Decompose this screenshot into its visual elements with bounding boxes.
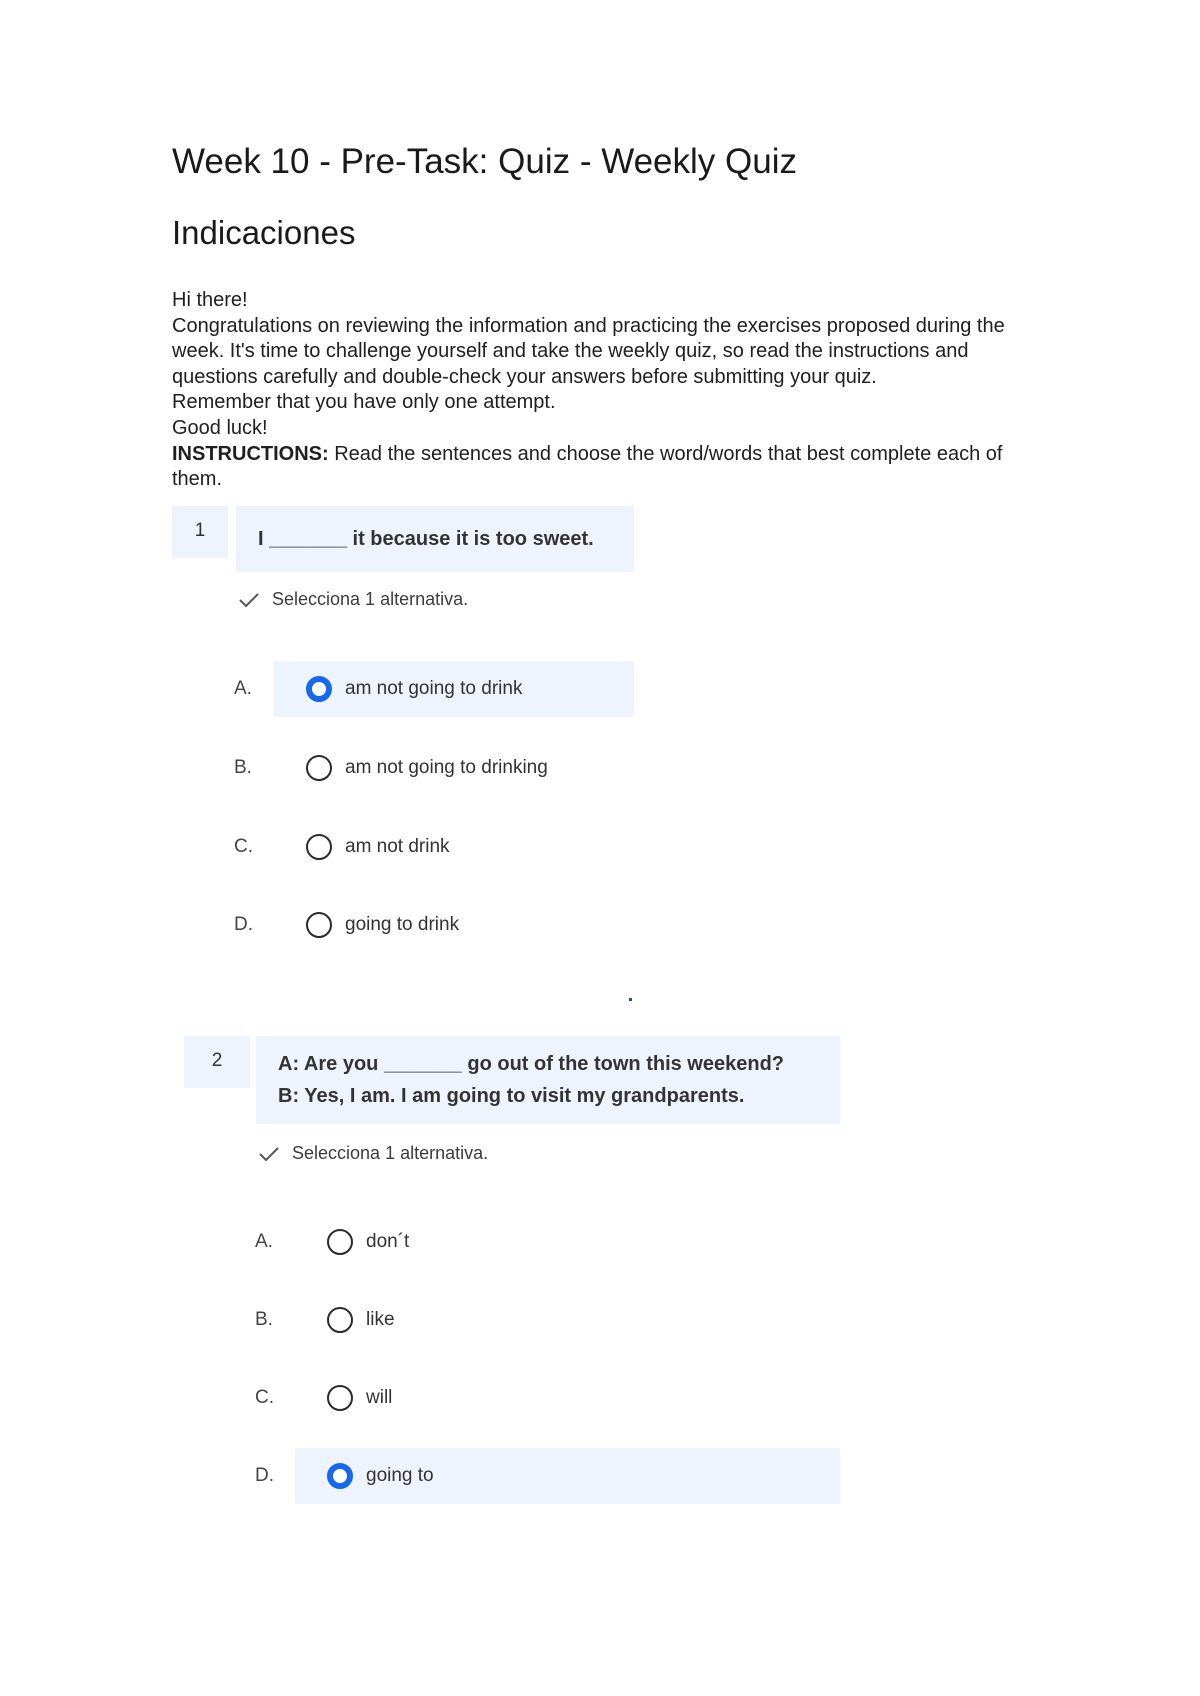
answer-option-c[interactable] [0, 1370, 846, 1426]
option-label: don´t [366, 1231, 410, 1252]
radio-button[interactable] [306, 834, 332, 860]
check-icon [238, 592, 260, 608]
option-letter: C. [255, 1387, 274, 1408]
option-letter: C. [234, 836, 253, 857]
option-label: am not going to drink [345, 678, 523, 699]
option-label: going to [366, 1465, 434, 1486]
page-title: Week 10 - Pre-Task: Quiz - Weekly Quiz [172, 142, 797, 181]
option-letter: B. [234, 757, 252, 778]
radio-button[interactable] [306, 912, 332, 938]
question-prompt-line: A: Are you _______ go out of the town this weekend? [278, 1053, 785, 1075]
intro-paragraph: Congratulations on reviewing the information and practicing the exercises proposed during the week. It's time to challenge yourself and take the weekly quiz, so read the instructions and questions carefully and double-check your answers before submitting your quiz. [172, 314, 1005, 388]
question-prompt-line: I _______ it because it is too sweet. [258, 528, 594, 550]
selection-hint [258, 1143, 488, 1164]
radio-button[interactable] [327, 1307, 353, 1333]
selection-hint [238, 589, 468, 610]
answer-option-b[interactable] [0, 1292, 846, 1348]
option-label: like [366, 1309, 395, 1330]
answer-option-a[interactable] [0, 1214, 846, 1270]
radio-button[interactable] [306, 755, 332, 781]
option-letter: D. [234, 914, 253, 935]
intro-closing: Good luck! [172, 416, 268, 439]
intro-reminder: Remember that you have only one attempt. [172, 391, 556, 414]
question-number: 1 [172, 506, 228, 558]
option-label: am not going to drinking [345, 757, 548, 778]
instructions-text: Read the sentences and choose the word/words that best complete each of them. [172, 442, 1003, 491]
option-letter: B. [255, 1309, 273, 1330]
answer-option-c[interactable] [0, 819, 640, 875]
option-label: am not drink [345, 836, 450, 857]
check-icon [258, 1146, 280, 1162]
radio-button[interactable] [327, 1229, 353, 1255]
selection-hint-text: Selecciona 1 alternativa. [292, 1143, 489, 1163]
stray-dot [629, 998, 632, 1001]
question-prompt-line: B: Yes, I am. I am going to visit my grandparents. [278, 1085, 745, 1107]
answer-option-b[interactable] [0, 740, 640, 796]
intro-greeting: Hi there! [172, 289, 248, 311]
answer-option-d[interactable] [0, 1448, 846, 1504]
answer-option-a[interactable] [0, 661, 640, 717]
instructions-label: INSTRUCTIONS: [172, 442, 329, 465]
option-letter: D. [255, 1465, 274, 1486]
option-letter: A. [255, 1231, 273, 1252]
question-prompt [256, 1036, 840, 1124]
intro-text [172, 288, 1042, 493]
radio-button[interactable] [327, 1463, 353, 1489]
question-prompt [236, 506, 634, 572]
option-letter: A. [234, 678, 252, 699]
instructions [172, 442, 1042, 493]
answer-option-d[interactable] [0, 897, 640, 953]
option-label: going to drink [345, 914, 460, 935]
radio-button[interactable] [327, 1385, 353, 1411]
selection-hint-text: Selecciona 1 alternativa. [272, 589, 469, 609]
section-title: Indicaciones [172, 214, 356, 251]
radio-button[interactable] [306, 676, 332, 702]
question-number: 2 [184, 1036, 250, 1088]
option-label: will [366, 1387, 393, 1408]
